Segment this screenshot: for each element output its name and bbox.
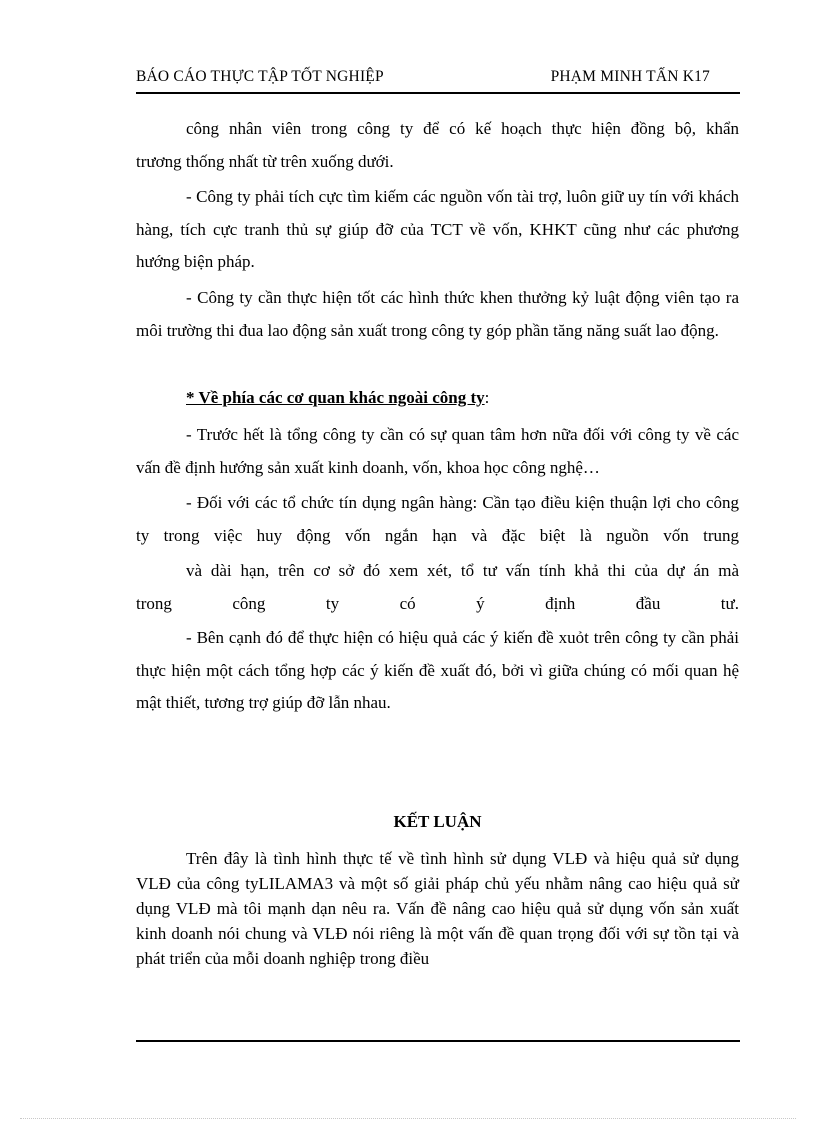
header-report-title: BÁO CÁO THỰC TẬP TỐT NGHIỆP xyxy=(136,68,384,85)
paragraph-1-line-1-text: công nhân viên trong công ty để có kế hoạch thực hiện đồng bộ, khẩn xyxy=(186,119,739,138)
paragraph-1-line-2: trương thống nhất từ trên xuống dưới. xyxy=(136,152,394,171)
conclusion-body-text: Trên đây là tình hình thực tế về tình hình sử dụng VLĐ và hiệu quả sử dụng VLĐ của công tyLILAMA3 và một số giải pháp chủ yếu nhằm nâng cao hiệu quả sử dụng VLĐ mà tôi mạnh dạn nêu ra. Vấn đề nâng cao hiệu quả sử dụng vốn sản xuất kinh doanh nói chung và VLĐ nói riêng là một vấn đề quan trọng đối với sự tồn tại và phát triển của mỗi doanh nghiệp trong điều xyxy=(136,849,739,968)
footer-rule xyxy=(136,1040,740,1042)
paragraph-6-line-2: trong công ty có ý định đầu tư. xyxy=(136,594,739,613)
paragraph-3-text: - Công ty cần thực hiện tốt các hình thức khen thưởng kỷ luật động viên tạo ra môi trường thi đua lao động sản xuất trong công ty góp phần tăng năng suất lao động. xyxy=(136,288,739,340)
paragraph-5 xyxy=(136,487,739,552)
paragraph-2-text: - Công ty phải tích cực tìm kiếm các nguồn vốn tài trợ, luôn giữ uy tín với khách hàng, tích cực tranh thủ sự giúp đỡ của TCT về vốn, KHKT cũng như các phương hướng biện pháp. xyxy=(136,187,739,271)
paragraph-3 xyxy=(136,282,739,347)
conclusion-body xyxy=(136,846,739,971)
paragraph-6-line-1: và dài hạn, trên cơ sở đó xem xét, tổ tư vấn tính khả thi của dự án mà xyxy=(186,561,739,580)
paragraph-5-text: - Đối với các tổ chức tín dụng ngân hàng: Cần tạo điều kiện thuận lợi cho công ty trong việc huy động vốn ngắn hạn và đặc biệt là nguồn vốn trung xyxy=(136,493,739,545)
conclusion-title: KẾT LUẬN xyxy=(393,812,482,831)
paragraph-1-line-1 xyxy=(136,113,739,146)
section-heading: * Về phía các cơ quan khác ngoài công ty xyxy=(186,388,485,407)
paragraph-4 xyxy=(136,419,739,484)
paragraph-7-text: - Bên cạnh đó để thực hiện có hiệu quả các ý kiến đề xuỏt trên công ty cần phải thực hiện một cách tổng hợp các ý kiến đề xuất đó, bởi vì giữa chúng có mối quan hệ mật thiết, tương trợ giúp đỡ lẫn nhau. xyxy=(136,628,739,712)
page-edge-divider xyxy=(20,1118,796,1119)
page-header xyxy=(136,66,740,94)
paragraph-4-text: - Trước hết là tổng công ty cần có sự quan tâm hơn nữa đối với công ty về các vấn đề định hướng sản xuất kinh doanh, vốn, khoa học công nghệ… xyxy=(136,425,739,477)
section-heading-colon: : xyxy=(484,388,490,407)
header-author: PHẠM MINH TẤN K17 xyxy=(550,68,710,85)
paragraph-7 xyxy=(136,622,739,720)
paragraph-2 xyxy=(136,181,739,279)
section-heading-line xyxy=(136,382,739,415)
